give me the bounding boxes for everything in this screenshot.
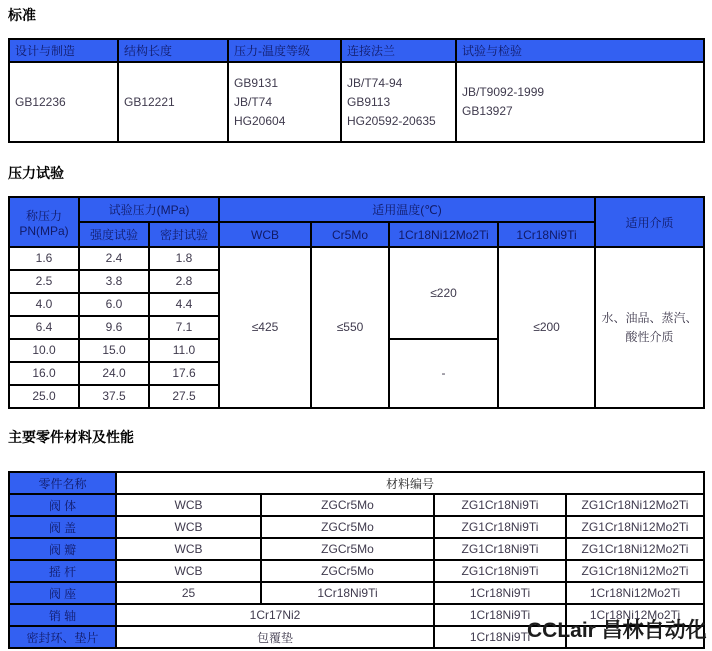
section-title-standards: 标准 xyxy=(8,7,36,23)
strength-value: 9.6 xyxy=(79,316,149,339)
pn-value: 16.0 xyxy=(9,362,79,385)
strength-value: 37.5 xyxy=(79,385,149,408)
watermark: CCLair 昌林自动化 xyxy=(527,619,707,642)
material-cell: ZGCr5Mo xyxy=(261,560,434,582)
materials-row-disc xyxy=(9,538,704,560)
standard-code: HG20592-20635 xyxy=(347,113,436,128)
material-cell: WCB xyxy=(116,516,261,538)
temp-limit-1cr18ni12mo2ti-upper: ≤220 xyxy=(389,247,498,339)
material-cell: WCB xyxy=(116,560,261,582)
material-cell-merged: 1Cr17Ni2 xyxy=(116,604,434,626)
standard-code: GB12221 xyxy=(124,94,175,109)
materials-row-body xyxy=(9,494,704,516)
strength-value: 24.0 xyxy=(79,362,149,385)
pressure-subheader-1cr18ni12mo2ti: 1Cr18Ni12Mo2Ti xyxy=(389,222,498,247)
materials-row-rocker xyxy=(9,560,704,582)
pressure-subheader-strength: 强度试验 xyxy=(79,222,149,247)
material-cell: WCB xyxy=(116,494,261,516)
part-name: 密封环、垫片 xyxy=(9,626,116,648)
standards-header-length: 结构长度 xyxy=(118,39,228,62)
pn-value: 1.6 xyxy=(9,247,79,270)
standards-header-design: 设计与制造 xyxy=(9,39,118,62)
seal-value: 2.8 xyxy=(149,270,219,293)
material-cell: ZG1Cr18Ni9Ti xyxy=(434,516,566,538)
materials-header-part-name: 零件名称 xyxy=(9,472,116,494)
standards-data-row xyxy=(9,62,704,142)
standard-code: GB12236 xyxy=(15,94,66,109)
standards-header-pt-rating: 压力-温度等级 xyxy=(228,39,341,62)
pressure-subheader-1cr18ni9ti: 1Cr18Ni9Ti xyxy=(498,222,595,247)
standard-code: JB/T74-94 xyxy=(347,75,403,90)
standards-header-test: 试验与检验 xyxy=(456,39,704,62)
standards-cell-flange xyxy=(341,62,456,142)
standards-header-flange: 连接法兰 xyxy=(341,39,456,62)
standards-cell-pt-rating xyxy=(228,62,341,142)
standards-cell-length xyxy=(118,62,228,142)
pn-value: 6.4 xyxy=(9,316,79,339)
strength-value: 6.0 xyxy=(79,293,149,316)
part-name: 摇 杆 xyxy=(9,560,116,582)
material-cell: 1Cr18Ni9Ti xyxy=(434,582,566,604)
pressure-header-row-1 xyxy=(9,197,704,222)
material-cell: ZGCr5Mo xyxy=(261,494,434,516)
pressure-header-nominal-pressure xyxy=(9,197,79,247)
material-cell: 1Cr18Ni12Mo2Ti xyxy=(566,582,704,604)
seal-value: 27.5 xyxy=(149,385,219,408)
standards-table xyxy=(8,38,705,143)
material-cell: 25 xyxy=(116,582,261,604)
pressure-row xyxy=(9,247,704,270)
seal-value: 11.0 xyxy=(149,339,219,362)
pressure-subheader-wcb: WCB xyxy=(219,222,311,247)
pressure-subheader-cr5mo: Cr5Mo xyxy=(311,222,389,247)
material-cell: ZG1Cr18Ni9Ti xyxy=(434,560,566,582)
material-cell: ZGCr5Mo xyxy=(261,538,434,560)
material-cell: 1Cr18Ni9Ti xyxy=(434,626,566,648)
section-title-pressure-test: 压力试验 xyxy=(8,165,64,181)
standard-code: GB9131 xyxy=(234,75,279,90)
material-cell: WCB xyxy=(116,538,261,560)
material-cell: ZG1Cr18Ni12Mo2Ti xyxy=(566,560,704,582)
strength-value: 3.8 xyxy=(79,270,149,293)
standard-code: GB9113 xyxy=(347,94,391,109)
strength-value: 15.0 xyxy=(79,339,149,362)
material-cell-merged: 包覆垫 xyxy=(116,626,434,648)
standard-code: HG20604 xyxy=(234,113,286,128)
part-name: 销 轴 xyxy=(9,604,116,626)
materials-row-bonnet xyxy=(9,516,704,538)
seal-value: 4.4 xyxy=(149,293,219,316)
standard-code: JB/T74 xyxy=(234,94,273,109)
temp-limit-1cr18ni9ti: ≤200 xyxy=(498,247,595,408)
seal-value: 17.6 xyxy=(149,362,219,385)
material-cell: ZG1Cr18Ni12Mo2Ti xyxy=(566,538,704,560)
pn-value: 4.0 xyxy=(9,293,79,316)
pressure-subheader-seal: 密封试验 xyxy=(149,222,219,247)
pn-value: 25.0 xyxy=(9,385,79,408)
material-cell: 1Cr18Ni9Ti xyxy=(261,582,434,604)
material-cell: ZG1Cr18Ni9Ti xyxy=(434,538,566,560)
material-cell: 1Cr18Ni12Mo2Ti xyxy=(566,604,704,626)
seal-value: 1.8 xyxy=(149,247,219,270)
section-title-materials: 主要零件材料及性能 xyxy=(8,429,134,445)
part-name: 阀 盖 xyxy=(9,516,116,538)
nominal-pressure-label: 称压力 xyxy=(25,208,62,223)
material-cell: 1Cr18Ni9Ti xyxy=(434,604,566,626)
seal-value: 7.1 xyxy=(149,316,219,339)
standards-header-row xyxy=(9,39,704,62)
material-cell: ZG1Cr18Ni9Ti xyxy=(434,494,566,516)
nominal-pressure-unit: PN(MPa) xyxy=(19,223,69,238)
pn-value: 2.5 xyxy=(9,270,79,293)
pressure-header-test-pressure: 试验压力(MPa) xyxy=(79,197,219,222)
part-name: 阀 瓣 xyxy=(9,538,116,560)
material-cell: ZGCr5Mo xyxy=(261,516,434,538)
standards-cell-design xyxy=(9,62,118,142)
materials-header-material-code: 材料编号 xyxy=(116,472,704,494)
pressure-header-temperature: 适用温度(℃) xyxy=(219,197,595,222)
standards-cell-test xyxy=(456,62,704,142)
materials-row-seat xyxy=(9,582,704,604)
applicable-medium: 水、油品、蒸汽、酸性介质 xyxy=(595,247,704,408)
temp-limit-wcb: ≤425 xyxy=(219,247,311,408)
part-name: 阀 体 xyxy=(9,494,116,516)
standard-code: JB/T9092-1999 xyxy=(462,85,545,99)
strength-value: 2.4 xyxy=(79,247,149,270)
pressure-test-table xyxy=(8,196,705,409)
material-cell: ZG1Cr18Ni12Mo2Ti xyxy=(566,516,704,538)
standard-code: GB13927 xyxy=(462,104,513,118)
part-name: 阀 座 xyxy=(9,582,116,604)
pn-value: 10.0 xyxy=(9,339,79,362)
materials-header-row xyxy=(9,472,704,494)
temp-limit-1cr18ni12mo2ti-lower: - xyxy=(389,339,498,408)
temp-limit-cr5mo: ≤550 xyxy=(311,247,389,408)
pressure-header-medium: 适用介质 xyxy=(595,197,704,247)
material-cell: ZG1Cr18Ni12Mo2Ti xyxy=(566,494,704,516)
